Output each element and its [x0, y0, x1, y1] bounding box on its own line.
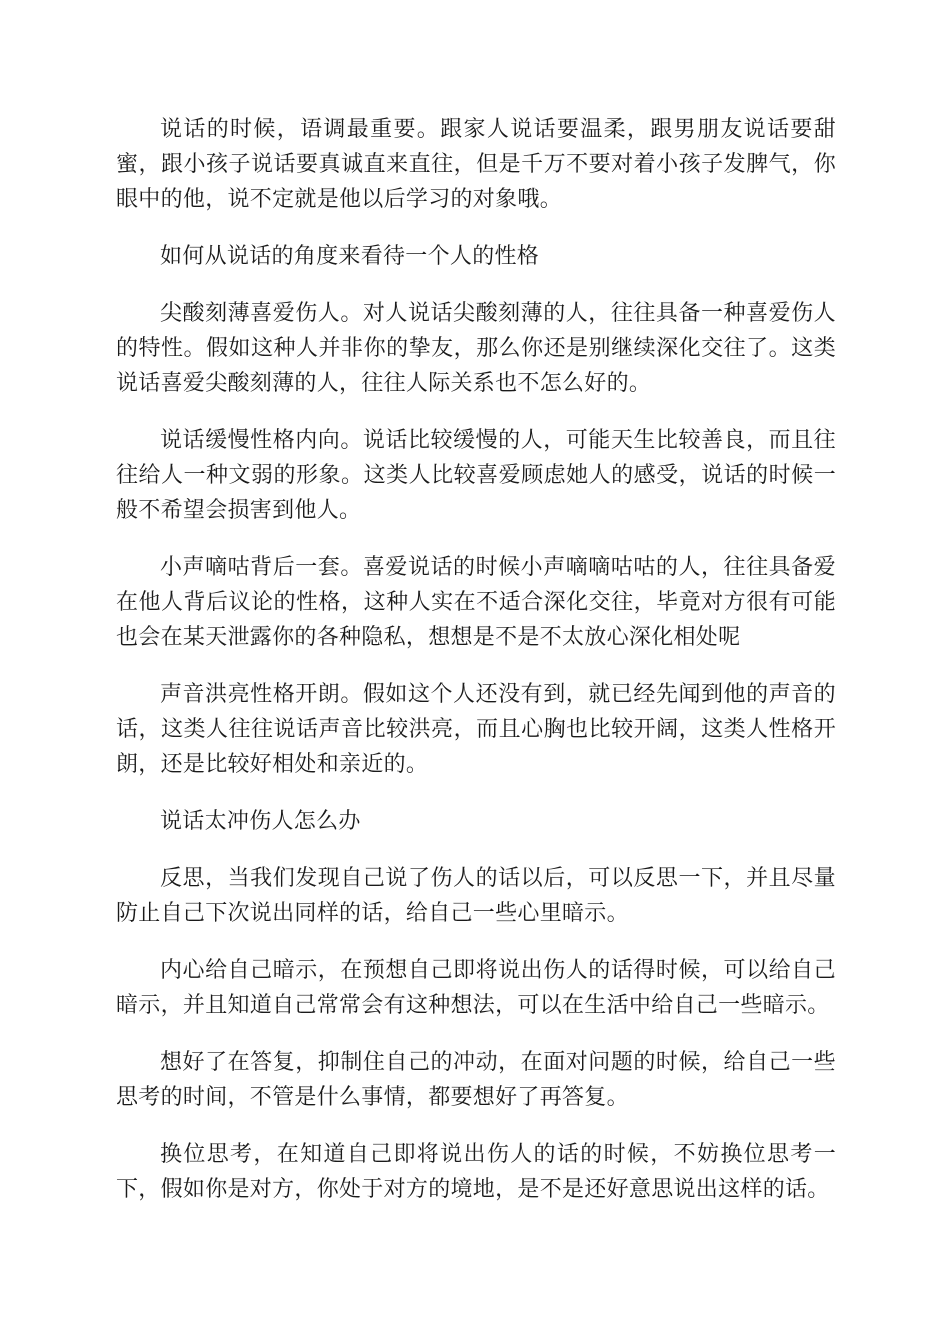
- paragraph-slow-speech: 说话缓慢性格内向。说话比较缓慢的人，可能天生比较善良，而且往往给人一种文弱的形象。这类人比较喜爱顾虑她人的感受，说话的时候一般不希望会损害到他人。: [116, 428, 836, 523]
- paragraph-think-first: 想好了在答复，抑制住自己的冲动，在面对问题的时候，给自己一些思考的时间，不管是什么事情，都要想好了再答复。: [116, 1050, 836, 1110]
- document-body: [116, 112, 836, 1229]
- section-heading-personality: 如何从说话的角度来看待一个人的性格: [160, 244, 540, 269]
- section-heading-hurtful-speech: 说话太冲伤人怎么办: [160, 809, 361, 834]
- paragraph-loud-voice: 声音洪亮性格开朗。假如这个人还没有到，就已经先闻到他的声音的话，这类人往往说话声音比较洪亮，而且心胸也比较开阔，这类人性格开朗，还是比较好相处和亲近的。: [116, 682, 836, 777]
- paragraph-empathy: 换位思考，在知道自己即将说出伤人的话的时候，不妨换位思考一下，假如你是对方，你处于对方的境地，是不是还好意思说出这样的话。: [116, 1142, 836, 1202]
- paragraph-sarcastic: 尖酸刻薄喜爱伤人。对人说话尖酸刻薄的人，往往具备一种喜爱伤人的特性。假如这种人并非你的挚友，那么你还是别继续深化交往了。这类说话喜爱尖酸刻薄的人，往往人际关系也不怎么好的。: [116, 301, 836, 396]
- paragraph-reflect: 反思，当我们发现自己说了伤人的话以后，可以反思一下，并且尽量防止自己下次说出同样的话，给自己一些心里暗示。: [116, 866, 836, 926]
- paragraph-self-hint: 内心给自己暗示，在预想自己即将说出伤人的话得时候，可以给自己暗示，并且知道自己常常会有这种想法，可以在生活中给自己一些暗示。: [116, 958, 836, 1018]
- paragraph-tone: 说话的时候，语调最重要。跟家人说话要温柔，跟男朋友说话要甜蜜，跟小孩子说话要真诚直来直往，但是千万不要对着小孩子发脾气，你眼中的他，说不定就是他以后学习的对象哦。: [116, 117, 836, 212]
- paragraph-whisper: 小声嘀咕背后一套。喜爱说话的时候小声嘀嘀咕咕的人，往往具备爱在他人背后议论的性格，这种人实在不适合深化交往，毕竟对方很有可能也会在某天泄露你的各种隐私，想想是不是不太放心深化相处呢: [116, 555, 836, 650]
